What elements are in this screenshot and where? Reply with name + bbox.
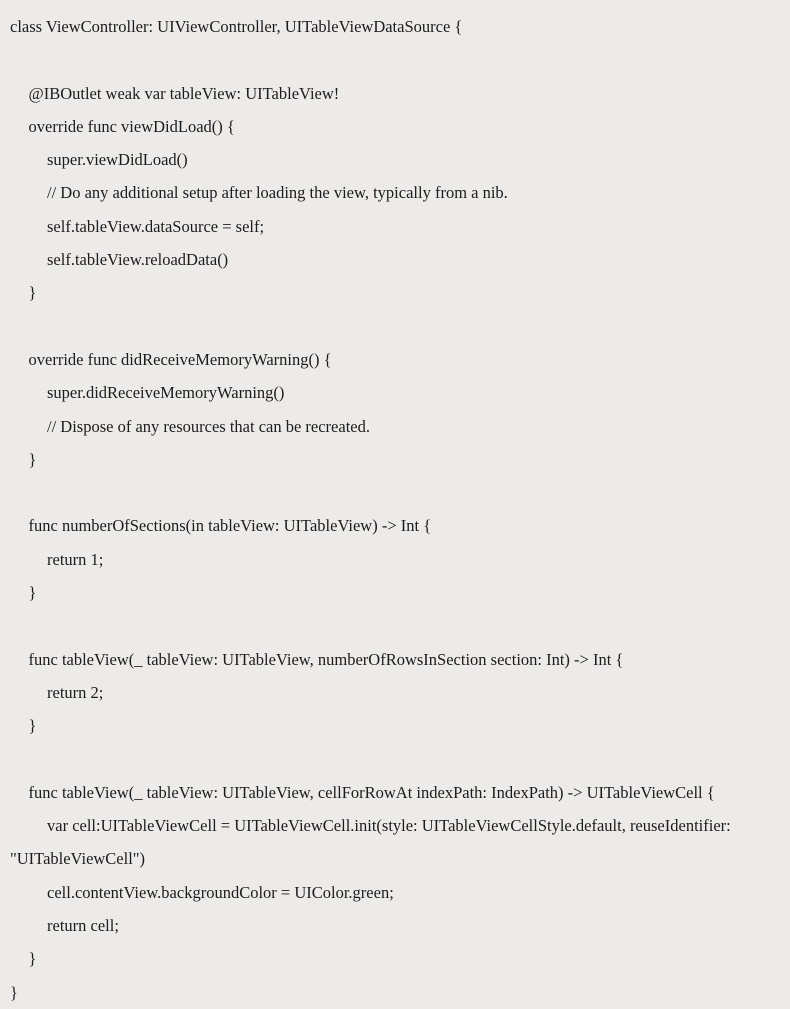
code-line: } [28, 716, 37, 736]
code-line [10, 743, 790, 776]
code-line: } [28, 583, 37, 603]
code-line [10, 476, 790, 509]
code-line: return 2; [47, 682, 104, 702]
code-line: super.didReceiveMemoryWarning() [47, 383, 285, 403]
code-line: } [10, 982, 18, 1002]
code-line: override func didReceiveMemoryWarning() { [28, 349, 332, 369]
code-line: var cell:UITableViewCell = UITableViewCell.init(style: UITableViewCellStyle.default, reuseIdentifier: [47, 816, 731, 836]
code-line: return cell; [47, 916, 119, 936]
code-line [10, 609, 790, 642]
code-line: override func viewDidLoad() { [28, 116, 235, 136]
code-line: func numberOfSections(in tableView: UITableView) -> Int { [28, 516, 432, 536]
code-line: self.tableView.dataSource = self; [47, 216, 265, 236]
code-line: @IBOutlet weak var tableView: UITableView! [28, 83, 340, 103]
code-line: class ViewController: UIViewController, UITableViewDataSource { [10, 17, 463, 36]
code-line: return 1; [47, 549, 104, 569]
code-line [10, 310, 790, 343]
code-line: cell.contentView.backgroundColor = UIColor.green; [47, 882, 394, 902]
code-line: func tableView(_ tableView: UITableView, cellForRowAt indexPath: IndexPath) -> UITableViewCell { [28, 782, 715, 802]
code-line: self.tableView.reloadData() [47, 250, 229, 270]
code-line: } [28, 449, 37, 469]
code-line: } [28, 283, 37, 303]
code-line: } [28, 949, 37, 969]
code-line [10, 43, 790, 76]
code-line: // Dispose of any resources that can be recreated. [47, 416, 370, 436]
code-line: super.viewDidLoad() [47, 150, 188, 170]
code-line: func tableView(_ tableView: UITableView, numberOfRowsInSection section: Int) -> Int { [28, 649, 624, 669]
code-line: // Do any additional setup after loading the view, typically from a nib. [47, 183, 508, 203]
code-line: "UITableViewCell") [10, 849, 146, 869]
